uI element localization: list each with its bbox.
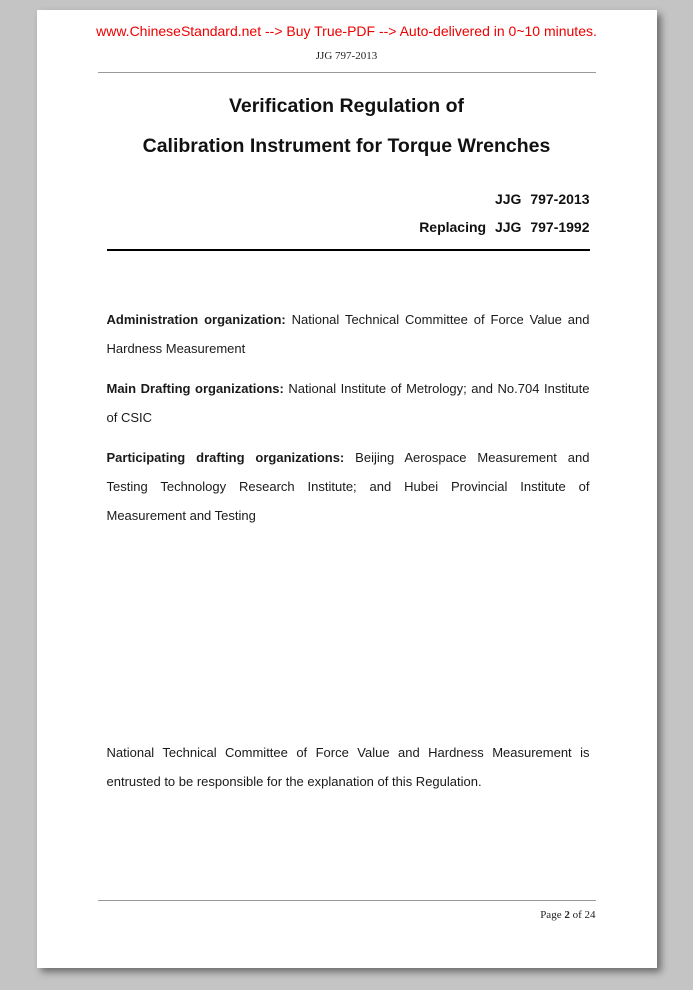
designation-block [98,185,590,241]
main-drafting-paragraph [107,374,590,432]
standard-code: JJG 797-2013 [494,191,590,207]
paragraph-label: Administration organization: [106,312,286,327]
body-text-block [107,305,590,796]
page-number-suffix: of 24 [569,909,596,921]
promo-banner-link[interactable]: www.ChineseStandard.net --> Buy True-PDF --> Auto-delivered in 0~10 minutes. [96,23,597,39]
administration-paragraph [107,305,590,363]
document-title-line2: Calibration Instrument for Torque Wrenches [142,135,551,157]
document-page [37,10,657,968]
explanation-paragraph: National Technical Committee of Force Value and Hardness Measurement is entrusted to be responsible for the explanation of this Regulation. [106,745,590,789]
header-divider [98,72,596,73]
paragraph-label: Participating drafting organizations: [106,450,345,465]
paragraph-text: Beijing Aerospace Measurement and Testing Technology Research Institute; and Hubei Provincial Institute of Measurement and Testing [106,450,590,523]
page-number-indicator [98,908,596,922]
replacing-code: Replacing JJG 797-1992 [419,219,590,235]
header-doc-code: JJG 797-2013 [315,50,378,62]
page-footer [98,900,596,922]
footer-divider [98,900,596,901]
participating-drafting-paragraph [107,443,590,530]
paragraph-label: Main Drafting organizations: [106,381,284,396]
page-number-value: 2 [564,909,570,921]
designation-divider [107,249,590,251]
page-number-prefix: Page [540,909,565,921]
document-title-line1: Verification Regulation of [228,95,465,117]
paragraph-text: National Technical Committee of Force Value and Hardness Measurement [106,312,590,356]
paragraph-text: National Institute of Metrology; and No.704 Institute of CSIC [106,381,590,425]
